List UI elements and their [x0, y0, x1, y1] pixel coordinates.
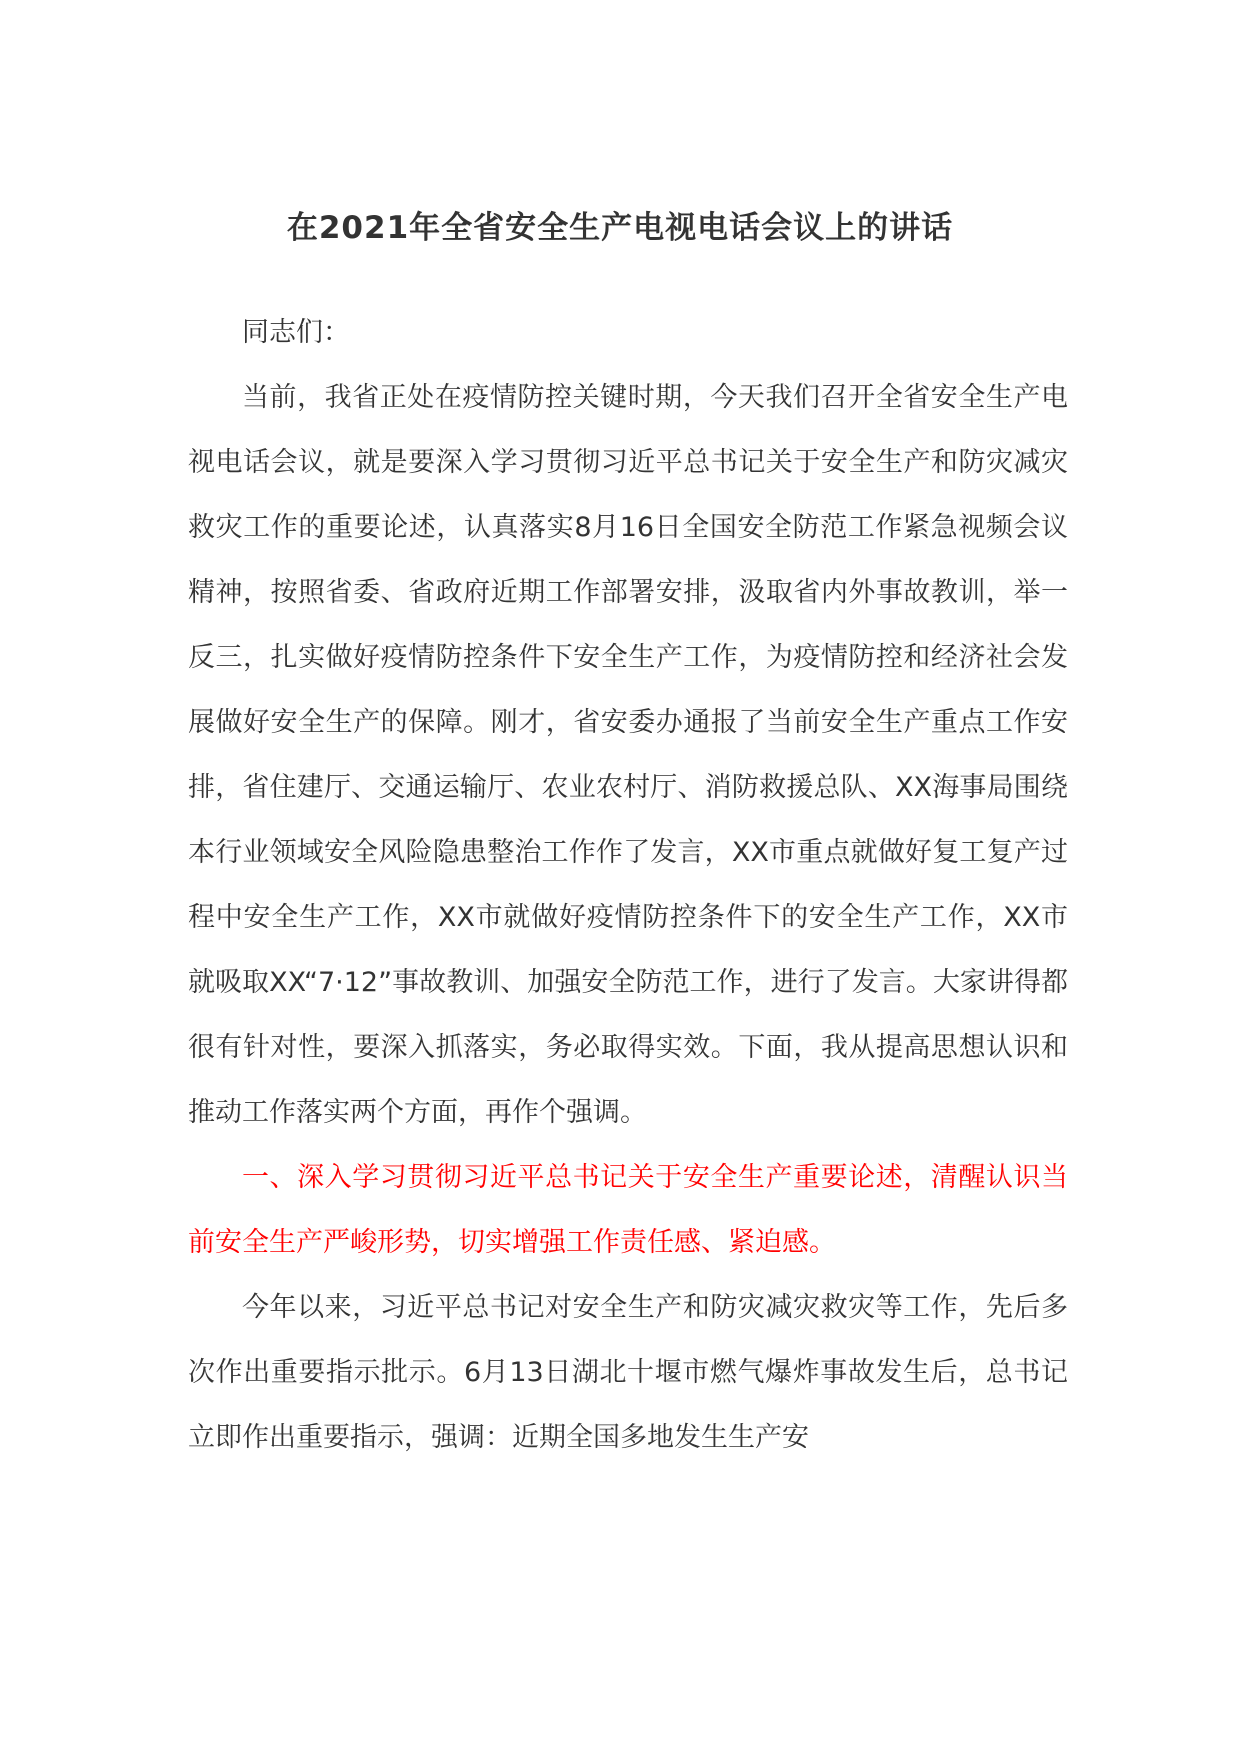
section-paragraph: 今年以来，习近平总书记对安全生产和防灾减灾救灾等工作，先后多次作出重要指示批示。6月13日湖北十堰市燃气爆炸事故发生后，总书记立即作出重要指示，强调：近期全国多地发生生产安 [188, 1292, 1068, 1453]
intro-paragraph: 当前，我省正处在疫情防控关键时期，今天我们召开全省安全生产电视电话会议，就是要深入学习贯彻习近平总书记关于安全生产和防灾减灾救灾工作的重要论述，认真落实8月16日全国安全防范工作紧急视频会议精神，按照省委、省政府近期工作部署安排，汲取省内外事故教训，举一反三，扎实做好疫情防控条件下安全生产工作，为疫情防控和经济社会发展做好安全生产的保障。刚才，省安委办通报了当前安全生产重点工作安排，省住建厅、交通运输厅、农业农村厅、消防救援总队、XX海事局围绕本行业领域安全风险隐患整治工作作了发言，XX市重点就做好复工复产过程中安全生产工作，XX市就做好疫情防控条件下的安全生产工作，XX市就吸取XX“7·12”事故教训、加强安全防范工作，进行了发言。大家讲得都很有针对性，要深入抓落实，务必取得实效。下面，我从提高思想认识和推动工作落实两个方面，再作个强调。 [188, 382, 1068, 1128]
document-title: 在2021年全省安全生产电视电话会议上的讲话 [286, 210, 954, 246]
document-body [188, 300, 1068, 1470]
salutation: 同志们： [242, 317, 350, 348]
section-heading: 一、深入学习贯彻习近平总书记关于安全生产重要论述，清醒认识当前安全生产严峻形势，切实增强工作责任感、紧迫感。 [188, 1162, 1068, 1258]
